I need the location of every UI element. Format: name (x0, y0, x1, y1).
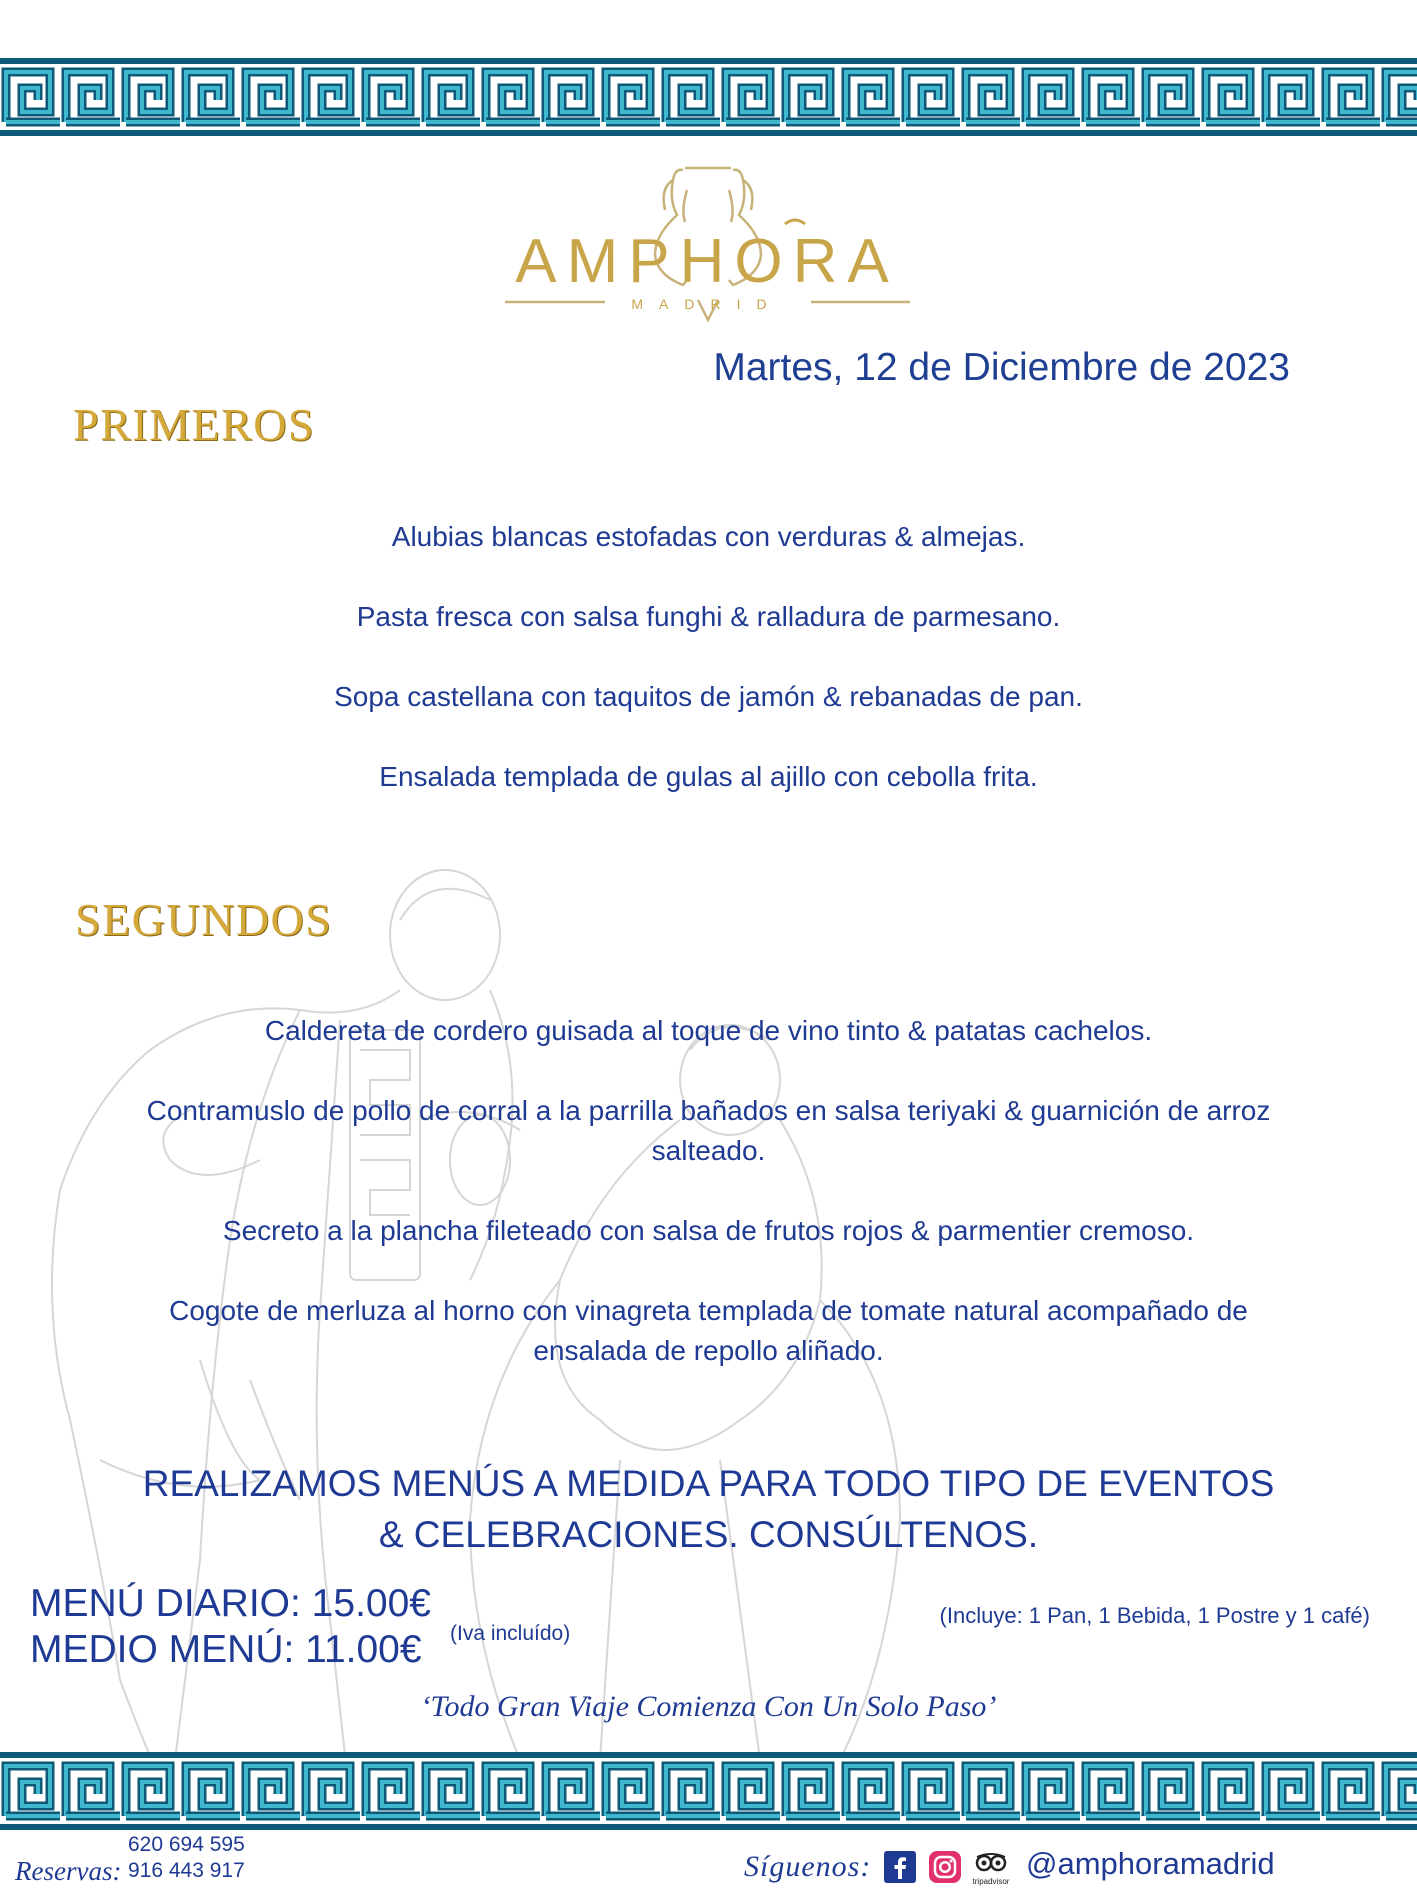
motto: ‘Todo Gran Viaje Comienza Con Un Solo Paso’ (420, 1690, 997, 1723)
facebook-icon[interactable] (884, 1851, 916, 1883)
segundos-dish: Secreto a la plancha fileteado con salsa de frutos rojos & parmentier cremoso. (222, 1215, 1195, 1246)
primeros-dish: Sopa castellana con taquitos de jamón & rebanadas de pan. (334, 681, 1083, 712)
menu-date: Martes, 12 de Diciembre de 2023 (713, 346, 1290, 389)
segundos-dish: Cogote de merluza al horno con vinagreta templada de tomate natural acompañado de ensalada de repollo aliñado. (169, 1295, 1248, 1366)
instagram-icon[interactable] (929, 1851, 961, 1883)
segundos-heading: SEGUNDOS (75, 894, 333, 945)
tripadvisor-icon[interactable] (971, 1851, 1011, 1887)
primeros-dish: Alubias blancas estofadas con verduras & almejas. (391, 521, 1026, 552)
meander-border-bottom (0, 1752, 1417, 1830)
custom-menus-promo: REALIZAMOS MENÚS A MEDIDA PARA TODO TIPO DE EVENTOS & CELEBRACIONES. CONSÚLTENOS. (142, 1463, 1275, 1555)
tripadvisor-wordmark: tripadvisor (972, 1877, 1010, 1886)
half-menu-price: MEDIO MENÚ: 11.00€ (30, 1628, 422, 1671)
social-handle[interactable]: @amphoramadrid (1026, 1846, 1275, 1881)
meander-border-top (0, 58, 1417, 136)
iva-note: (Iva incluído) (450, 1622, 571, 1645)
primeros-dish: Pasta fresca con salsa funghi & ralladura de parmesano. (356, 601, 1061, 632)
daily-menu-price: MENÚ DIARIO: 15.00€ (30, 1582, 431, 1625)
phone-number[interactable]: 916 443 917 (128, 1859, 245, 1882)
follow-us-label: Síguenos: (744, 1850, 872, 1883)
primeros-dish: Ensalada templada de gulas al ajillo con cebolla frita. (379, 761, 1038, 792)
reservas-label: Reservas: (15, 1856, 122, 1886)
segundos-dish: Caldereta de cordero guisada al toque de vino tinto & patatas cachelos. (264, 1015, 1153, 1046)
greek-key-pattern (0, 58, 1417, 136)
segundos-dish: Contramuslo de pollo de corral a la parrilla bañados en salsa teriyaki & guarnición de arroz salteado. (146, 1095, 1271, 1166)
menu-includes-note: (Incluye: 1 Pan, 1 Bebida, 1 Postre y 1 café) (939, 1603, 1370, 1628)
primeros-heading: PRIMEROS (73, 399, 316, 450)
phone-number[interactable]: 620 694 595 (128, 1833, 245, 1856)
amphora-logo (505, 160, 910, 338)
logo-city: MADRID (631, 296, 783, 312)
greek-key-pattern (0, 1752, 1417, 1830)
logo-wordmark: AMPHORA (515, 227, 899, 296)
